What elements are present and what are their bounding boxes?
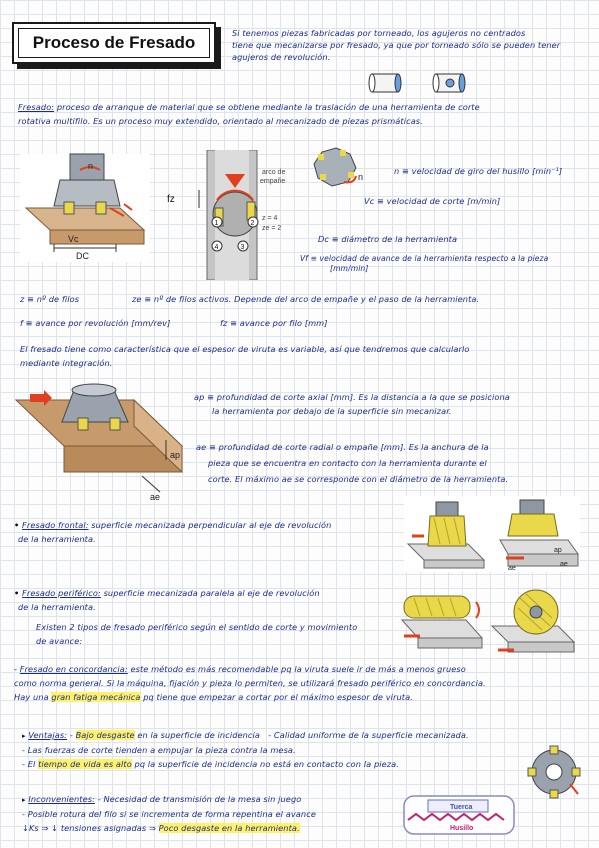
concordancia-line-3b: pq tiene que empezar a cortar por el máximo espesor de viruta. [143, 692, 413, 702]
depth-figure [14, 380, 184, 502]
periferico-text: • Fresado periférico: superficie mecanizada paralela al eje de revolución de la herramienta. Existen 2 tipos de fresado periférico según el sentido de corte y movimiento de avance: [14, 586, 414, 648]
frontal-figure [404, 496, 580, 572]
face-mill-figure [20, 148, 150, 266]
ap-text [194, 390, 594, 418]
var-n: n ≡ velocidad de giro del husillo [min⁻¹] [394, 166, 563, 176]
parts-icon [366, 68, 476, 100]
ventajas-bullet-1: en la superficie de incidencia [137, 730, 261, 740]
fig2-z-label: z = 4 [262, 215, 278, 222]
intro-line-1: Si tenemos piezas fabricadas por torneado, los agujeros no centrados [232, 28, 526, 38]
definition-term: Fresado: [18, 102, 55, 112]
filos-z: z ≡ nº de filos [20, 294, 80, 304]
fig4-ae-label: ae [150, 492, 161, 502]
screw-nut-figure [398, 794, 520, 836]
ventajas-highlight-1: Bajo desgaste [75, 730, 135, 740]
fig2-tooth-2: 2 [250, 220, 255, 227]
page-title: Proceso de Fresado [18, 28, 210, 58]
inconvenientes-highlight: Poco desgaste en la herramienta. [158, 823, 300, 833]
cutter-figure [306, 142, 368, 192]
ae-line-2: pieza que se encuentra en contacto con la herramienta durante el [208, 458, 487, 468]
fig1-vc-label: Vc [68, 234, 79, 244]
periferico-line-2: de la herramienta. [18, 602, 96, 612]
inconvenientes-bullet-1: - Necesidad de transmisión de la mesa sin juego [97, 794, 302, 804]
title-box [12, 22, 216, 64]
concordancia-text: - Fresado en concordancia: este método es más recomendable pq la viruta suele ir de más a menos grueso como norma general. Si la máquina, fijación y pieza lo permiten, se utilizará fresado periférico en concordancia. Hay una gran fatiga mecánica pq tiene que empezar a cortar por el máximo espesor de viruta. [14, 662, 594, 704]
frontal-line-1: superficie mecanizada perpendicular al eje de revolución [91, 520, 332, 530]
fig1-n-label: n [88, 161, 94, 171]
fig5-ae-label-2: ae [560, 561, 568, 568]
espesor-text [20, 342, 595, 370]
definition-line-1: proceso de arranque de material que se obtiene mediante la traslación de una herramienta de corte [56, 102, 480, 112]
ap-line-2: la herramienta por debajo de la superficie sin mecanizar. [212, 406, 452, 416]
inconvenientes-term: Inconvenientes: [28, 794, 95, 804]
periferico-line-3: Existen 2 tipos de fresado periférico según el sentido de corte y movimiento [36, 622, 358, 632]
definition [18, 100, 593, 128]
inconvenientes-bullet-3a: ↓Ks ⇒ ↓ tensiones asignadas ⇒ [22, 823, 156, 833]
fig3-n-label: n [358, 172, 364, 182]
concordancia-line-1: este método es más recomendable pq la viruta suele ir de más a menos grueso [130, 664, 466, 674]
fig2-arco-label-1: arco de [262, 169, 286, 176]
fig2-arco-label-2: empañe [260, 178, 286, 185]
espesor-line-1: El fresado tiene como característica que el espesor de viruta es variable, así que tendremos que calcularlo [20, 344, 470, 354]
fig4-ap-label: ap [170, 450, 181, 460]
inconvenientes-text: ▸ Inconvenientes: - Necesidad de transmisión de la mesa sin juego - Posible rotura del filo si se incrementa de forma repentina el avance ↓Ks ⇒ ↓ tensiones asignadas ⇒ Poco desgaste en la herramienta. [22, 792, 402, 835]
ap-line-1: ap ≡ profundidad de corte axial [mm]. Es la distancia a la que se posiciona [194, 392, 510, 402]
inconvenientes-bullet-2: - Posible rotura del filo si se incrementa de forma repentina el avance [22, 809, 316, 819]
intro-text [232, 26, 592, 64]
frontal-term: Fresado frontal: [22, 520, 89, 530]
var-vf [300, 252, 595, 276]
ae-line-3: corte. El máximo ae se corresponde con el diámetro de la herramienta. [208, 474, 509, 484]
tuerca-label: Tuerca [450, 804, 473, 811]
filos-f: f ≡ avance por revolución [mm/rev] [20, 318, 171, 328]
periferico-figure [398, 582, 582, 658]
fig2-tooth-4: 4 [214, 244, 219, 251]
concordancia-line-2: como norma general. Si la máquina, fijación y pieza lo permiten, se utilizará fresado periférico en concordancia. [14, 678, 486, 688]
ventajas-bullet-2: - Las fuerzas de corte tienden a empujar la pieza contra la mesa. [22, 745, 296, 755]
side-cutter-figure [526, 744, 582, 800]
fig5-ae-label-1: ae [508, 565, 516, 572]
ventajas-bullet-3b: pq la superficie de incidencia no está en contacto con la pieza. [134, 759, 399, 769]
periferico-line-4: de avance: [36, 636, 83, 646]
concordancia-highlight: gran fatiga mecánica [51, 692, 141, 702]
ventajas-term: Ventajas: [28, 730, 68, 740]
concordancia-term: Fresado en concordancia: [19, 664, 128, 674]
frontal-text: • Fresado frontal: superficie mecanizada perpendicular al eje de revolución de la herramienta. [14, 518, 404, 546]
var-vc: Vc ≡ velocidad de corte [m/min] [364, 196, 501, 206]
fig2-ze-label: ze = 2 [262, 225, 282, 232]
espesor-line-2: mediante integración. [20, 358, 113, 368]
var-dc: Dc ≡ diámetro de la herramienta [318, 234, 458, 244]
var-vf-line-1: Vf ≡ velocidad de avance de la herramienta respecto a la pieza [300, 254, 549, 263]
fig2-fz-label: fz [167, 194, 175, 205]
husillo-label: Husillo [450, 825, 474, 832]
concordancia-line-3a: Hay una [14, 692, 49, 702]
fig2-tooth-1: 1 [214, 220, 219, 227]
filos-ze: ze ≡ nº de filos activos. Depende del arco de empañe y el paso de la herramienta. [132, 294, 480, 304]
ventajas-highlight-3: tiempo de vida es alto [38, 759, 132, 769]
ae-text [196, 440, 594, 486]
ventajas-bullet-1-right: - Calidad uniforme de la superficie mecanizada. [268, 730, 469, 740]
intro-line-2: tiene que mecanizarse por fresado, ya que por torneado sólo se pueden tener [232, 40, 561, 50]
ae-line-1: ae ≡ profundidad de corte radial o empañe [mm]. Es la anchura de la [196, 442, 489, 452]
ventajas-text: ▸ Ventajas: - Bajo desgaste en la superficie de incidencia - Calidad uniforme de la superficie mecanizada. - Las fuerzas de corte tienden a empujar la pieza contra la mesa. - El tiempo de vida es alto pq la superficie de incidencia no está en contacto con la pieza. [22, 728, 582, 771]
var-vf-units: [mm/min] [330, 264, 369, 273]
definition-line-2: rotativa multifilo. Es un proceso muy extendido, orientado al mecanizado de piezas prismáticas. [18, 116, 423, 126]
periferico-line-1: superficie mecanizada paralela al eje de revolución [103, 588, 320, 598]
intro-line-3: agujeros de revolución. [232, 52, 331, 62]
engagement-figure [165, 150, 287, 280]
frontal-line-2: de la herramienta. [18, 534, 96, 544]
filos-fz: fz ≡ avance por filo [mm] [220, 318, 328, 328]
periferico-term: Fresado periférico: [22, 588, 101, 598]
fig2-tooth-3: 3 [240, 244, 245, 251]
ventajas-bullet-3a: - El [22, 759, 36, 769]
fig5-ap-label: ap [554, 547, 562, 554]
fig1-dc-label: DC [76, 251, 89, 261]
